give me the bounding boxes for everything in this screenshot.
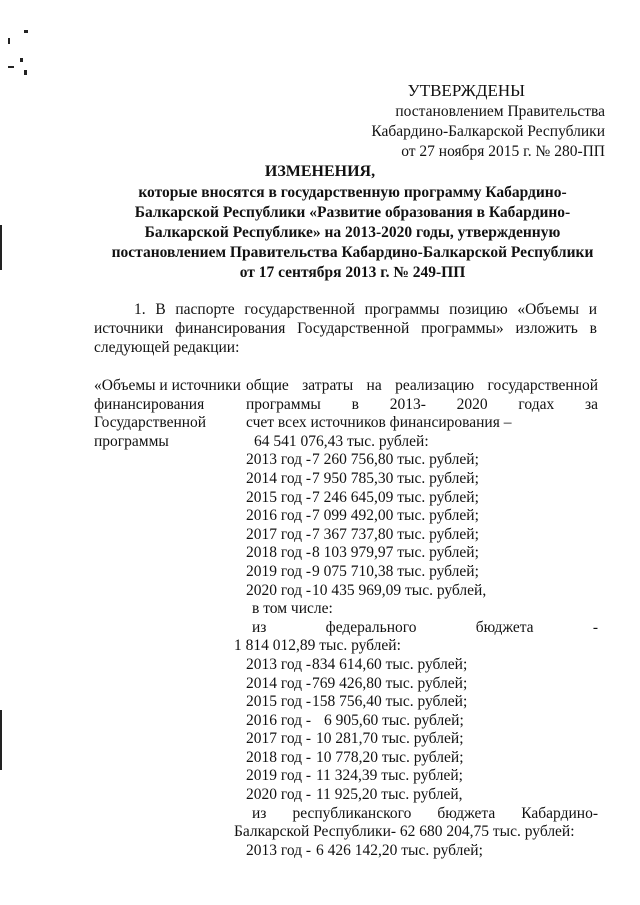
label-line: Государственной	[94, 414, 207, 432]
approval-heading: УТВЕРЖДЕНЫ	[407, 81, 525, 100]
year-amount: 8 103 979,97 тыс. рублей;	[312, 544, 479, 562]
year-row	[246, 489, 598, 508]
year-label: 2014 год -	[246, 674, 312, 692]
federal-budget-line: из федерального бюджета -	[252, 618, 598, 636]
document-subtitle	[100, 183, 605, 283]
financing-intro-line: счет всех источников финансирования –	[246, 414, 512, 432]
year-row	[246, 544, 598, 563]
approval-block	[300, 80, 605, 162]
year-amount: 11 324,39 тыс. рублей;	[316, 767, 463, 785]
financing-total: 64 541 076,43 тыс. рублей:	[254, 432, 429, 450]
subtitle-line: Балкарской Республике» на 2013-2020 годы, утвержденную	[144, 224, 561, 241]
year-label: 2013 год -	[246, 841, 312, 859]
year-amount: 7 260 756,80 тыс. рублей;	[312, 451, 479, 469]
year-row	[246, 730, 598, 749]
year-amount: 6 426 142,20 тыс. рублей;	[316, 841, 483, 859]
label-line: программы	[94, 432, 169, 450]
year-amount: 10 281,70 тыс. рублей;	[316, 730, 464, 748]
scan-mark	[20, 58, 23, 62]
paragraph-line: источники финансирования Государственной программы» изложить в	[94, 320, 597, 337]
financing-intro-line: общие затраты на реализацию государственной	[246, 377, 598, 394]
approval-line: постановлением Правительства	[395, 103, 605, 120]
item-1-paragraph	[94, 300, 597, 357]
year-row	[246, 526, 598, 545]
republic-budget-total: Балкарской Республики- 62 680 204,75 тыс. рублей:	[234, 823, 575, 841]
approval-line: от 27 ноября 2015 г. № 280-ПП	[401, 143, 605, 160]
document-title: ИЗМЕНЕНИЯ,	[264, 163, 376, 180]
paragraph-line: следующей редакции:	[94, 339, 240, 356]
year-label: 2018 год -	[246, 544, 312, 562]
scan-mark	[8, 66, 14, 68]
scan-mark	[24, 30, 28, 33]
year-amount: 10 778,20 тыс. рублей;	[316, 748, 464, 766]
year-label: 2013 год -	[246, 655, 312, 673]
year-label: 2018 год -	[246, 748, 312, 766]
approval-line: Кабардино-Балкарской Республики	[371, 123, 605, 140]
year-label: 2013 год -	[246, 451, 312, 469]
year-label: 2020 год -	[246, 581, 312, 599]
year-amount: 7 367 737,80 тыс. рублей;	[312, 525, 479, 543]
republic-budget-line: из республиканского бюджета Кабардино-	[252, 804, 598, 822]
year-amount: 7 246 645,09 тыс. рублей;	[312, 488, 479, 506]
year-amount: 769 426,80 тыс. рублей;	[312, 674, 468, 692]
year-row	[246, 563, 598, 582]
label-line: «Объемы и источники	[94, 377, 241, 394]
subtitle-line: постановлением Правительства Кабардино-Балкарской Республики	[111, 244, 594, 261]
year-row	[246, 749, 598, 768]
year-row	[246, 842, 598, 861]
year-label: 2016 год -	[246, 711, 312, 729]
federal-budget-total: 1 814 012,89 тыс. рублей:	[234, 637, 401, 655]
year-row	[246, 470, 598, 489]
scan-mark	[0, 225, 2, 270]
including-label: в том числе:	[252, 600, 333, 618]
year-label: 2019 год -	[246, 767, 312, 785]
year-label: 2017 год -	[246, 525, 312, 543]
year-row	[246, 693, 598, 712]
label-line: финансирования	[94, 395, 205, 413]
scan-mark	[8, 38, 10, 44]
year-label: 2014 год -	[246, 469, 312, 487]
scan-mark	[0, 710, 2, 770]
passport-position-label	[94, 377, 244, 451]
year-label: 2019 год -	[246, 562, 312, 580]
year-label: 2016 год -	[246, 507, 312, 525]
year-label: 2017 год -	[246, 730, 312, 748]
year-label: 2015 год -	[246, 693, 312, 711]
year-amount: 834 614,60 тыс. рублей;	[312, 655, 468, 673]
subtitle-line: от 17 сентября 2013 г. № 249-ПП	[239, 264, 466, 281]
paragraph-line: 1. В паспорте государственной программы позицию «Объемы и	[134, 301, 597, 318]
year-row	[246, 656, 598, 675]
year-label: 2020 год -	[246, 786, 312, 804]
year-amount: 7 950 785,30 тыс. рублей;	[312, 469, 479, 487]
year-amount: 10 435 969,09 тыс. рублей,	[312, 581, 487, 599]
year-amount: 158 756,40 тыс. рублей;	[312, 693, 468, 711]
year-amount: 6 905,60 тыс. рублей;	[324, 711, 464, 729]
year-label: 2015 год -	[246, 488, 312, 506]
scan-mark	[24, 70, 27, 75]
year-amount: 11 925,20 тыс. рублей,	[316, 786, 463, 804]
subtitle-line: Балкарской Республики «Развитие образования в Кабардино-	[134, 204, 571, 221]
year-row	[246, 675, 598, 694]
year-row	[246, 451, 598, 470]
year-row	[246, 767, 598, 786]
financing-text	[234, 377, 598, 860]
year-row	[246, 712, 598, 731]
financing-intro-line: программы в 2013- 2020 годах за	[246, 395, 598, 413]
year-row	[246, 507, 598, 526]
year-amount: 7 099 492,00 тыс. рублей;	[312, 507, 479, 525]
year-row	[246, 786, 598, 805]
year-row	[246, 582, 598, 601]
subtitle-line: которые вносятся в государственную программу Кабардино-	[138, 184, 567, 201]
year-amount: 9 075 710,38 тыс. рублей;	[312, 562, 479, 580]
